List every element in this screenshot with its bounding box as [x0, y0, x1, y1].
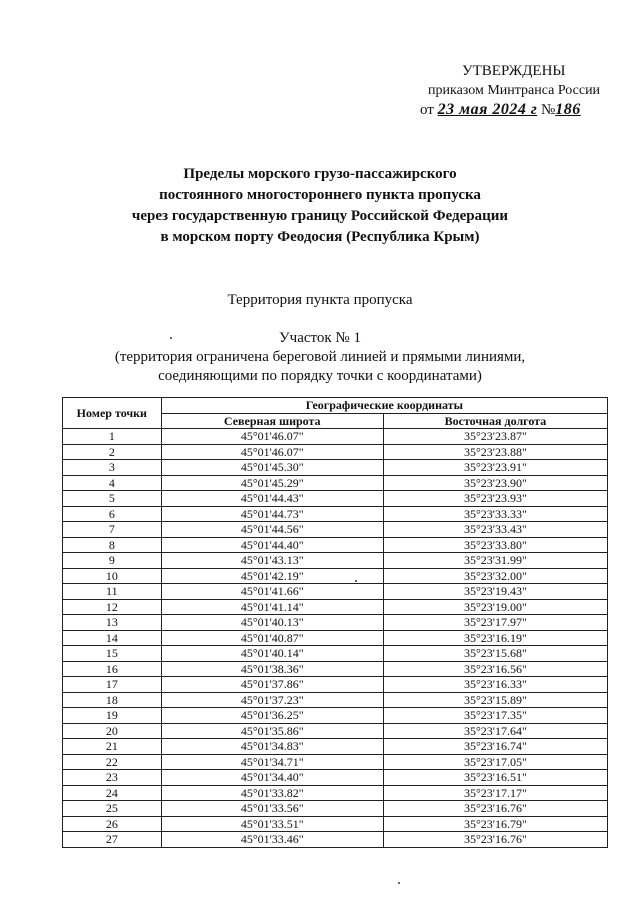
table-row [63, 785, 608, 801]
section-heading: Участок № 1 [279, 330, 361, 346]
table-row [63, 692, 608, 708]
header-north-latitude: Северная широта [161, 413, 383, 429]
table-row [63, 599, 608, 615]
cell-latitude: 45°01'33.82" [161, 785, 383, 801]
cell-latitude: 45°01'41.14" [161, 599, 383, 615]
cell-longitude: 35°23'17.35" [383, 708, 607, 724]
cell-latitude: 45°01'34.40" [161, 770, 383, 786]
cell-point-number: 12 [63, 599, 162, 615]
cell-point-number: 7 [63, 522, 162, 538]
coordinates-table [62, 397, 608, 848]
cell-longitude: 35°23'19.00" [383, 599, 607, 615]
table-row [63, 491, 608, 507]
table-row [63, 475, 608, 491]
cell-point-number: 11 [63, 584, 162, 600]
header-point-number: Номер точки [63, 398, 162, 429]
cell-latitude: 45°01'41.66" [161, 584, 383, 600]
cell-longitude: 35°23'16.33" [383, 677, 607, 693]
cell-latitude: 45°01'36.25" [161, 708, 383, 724]
cell-latitude: 45°01'33.56" [161, 801, 383, 817]
cell-point-number: 1 [63, 429, 162, 445]
cell-longitude: 35°23'31.99" [383, 553, 607, 569]
cell-longitude: 35°23'16.76" [383, 801, 607, 817]
cell-latitude: 45°01'33.51" [161, 816, 383, 832]
cell-longitude: 35°23'33.80" [383, 537, 607, 553]
table-row [63, 630, 608, 646]
scan-speck [170, 337, 172, 339]
cell-longitude: 35°23'17.17" [383, 785, 607, 801]
cell-latitude: 45°01'44.40" [161, 537, 383, 553]
approval-from-prefix: от [420, 102, 434, 118]
cell-point-number: 17 [63, 677, 162, 693]
cell-longitude: 35°23'19.43" [383, 584, 607, 600]
table-row [63, 553, 608, 569]
cell-point-number: 3 [63, 460, 162, 476]
cell-latitude: 45°01'44.56" [161, 522, 383, 538]
cell-latitude: 45°01'37.86" [161, 677, 383, 693]
cell-point-number: 5 [63, 491, 162, 507]
approval-heading: УТВЕРЖДЕНЫ [462, 63, 566, 79]
cell-longitude: 35°23'33.33" [383, 506, 607, 522]
cell-longitude: 35°23'23.90" [383, 475, 607, 491]
table-row [63, 661, 608, 677]
cell-latitude: 45°01'40.14" [161, 646, 383, 662]
cell-longitude: 35°23'23.87" [383, 429, 607, 445]
table-row [63, 537, 608, 553]
cell-point-number: 13 [63, 615, 162, 631]
cell-latitude: 45°01'42.19" [161, 568, 383, 584]
table-row [63, 770, 608, 786]
section-note-line: соединяющими по порядку точки с координатами) [158, 368, 482, 384]
approval-order-line: приказом Минтранса России [428, 83, 601, 98]
scan-speck [398, 882, 400, 884]
cell-latitude: 45°01'37.23" [161, 692, 383, 708]
cell-longitude: 35°23'15.68" [383, 646, 607, 662]
approval-date-line [420, 100, 620, 120]
table-row [63, 754, 608, 770]
cell-longitude: 35°23'16.19" [383, 630, 607, 646]
cell-longitude: 35°23'23.93" [383, 491, 607, 507]
section-note-line: (территория ограничена береговой линией и прямыми линиями, [114, 349, 526, 365]
table-row [63, 506, 608, 522]
cell-longitude: 35°23'23.88" [383, 444, 607, 460]
approval-block [420, 62, 620, 120]
cell-point-number: 27 [63, 832, 162, 848]
cell-latitude: 45°01'33.46" [161, 832, 383, 848]
cell-longitude: 35°23'33.43" [383, 522, 607, 538]
title-line: Пределы морского грузо-пассажирского [183, 166, 457, 182]
document-title [0, 164, 640, 248]
cell-point-number: 24 [63, 785, 162, 801]
cell-point-number: 19 [63, 708, 162, 724]
cell-point-number: 22 [63, 754, 162, 770]
table-row [63, 677, 608, 693]
handwritten-date: 23 мая 2024 г [437, 101, 538, 118]
handwritten-number: 186 [555, 101, 581, 118]
cell-longitude: 35°23'23.91" [383, 460, 607, 476]
table-row [63, 429, 608, 445]
cell-point-number: 25 [63, 801, 162, 817]
cell-point-number: 26 [63, 816, 162, 832]
cell-longitude: 35°23'32.00" [383, 568, 607, 584]
cell-latitude: 45°01'44.43" [161, 491, 383, 507]
title-line: через государственную границу Российской Федерации [131, 208, 509, 224]
table-body [63, 429, 608, 848]
cell-longitude: 35°23'16.51" [383, 770, 607, 786]
table-row [63, 568, 608, 584]
table-row [63, 646, 608, 662]
table-row [63, 816, 608, 832]
cell-latitude: 45°01'44.73" [161, 506, 383, 522]
cell-point-number: 14 [63, 630, 162, 646]
cell-latitude: 45°01'46.07" [161, 444, 383, 460]
header-east-longitude: Восточная долгота [383, 413, 607, 429]
cell-point-number: 16 [63, 661, 162, 677]
cell-point-number: 21 [63, 739, 162, 755]
table-row [63, 708, 608, 724]
title-line: постоянного многостороннего пункта пропуска [159, 187, 481, 203]
cell-longitude: 35°23'15.89" [383, 692, 607, 708]
table-row [63, 584, 608, 600]
cell-point-number: 9 [63, 553, 162, 569]
cell-latitude: 45°01'40.13" [161, 615, 383, 631]
cell-longitude: 35°23'16.79" [383, 816, 607, 832]
approval-number-prefix: № [540, 102, 556, 118]
cell-longitude: 35°23'17.05" [383, 754, 607, 770]
cell-latitude: 45°01'46.07" [161, 429, 383, 445]
cell-longitude: 35°23'17.64" [383, 723, 607, 739]
cell-latitude: 45°01'34.83" [161, 739, 383, 755]
cell-point-number: 20 [63, 723, 162, 739]
cell-point-number: 10 [63, 568, 162, 584]
table-row [63, 801, 608, 817]
title-line: в морском порту Феодосия (Республика Крым) [160, 229, 480, 245]
cell-latitude: 45°01'43.13" [161, 553, 383, 569]
cell-point-number: 23 [63, 770, 162, 786]
section-block [0, 329, 640, 386]
cell-point-number: 8 [63, 537, 162, 553]
table-row [63, 522, 608, 538]
table-row [63, 615, 608, 631]
cell-point-number: 18 [63, 692, 162, 708]
cell-longitude: 35°23'16.56" [383, 661, 607, 677]
cell-latitude: 45°01'38.36" [161, 661, 383, 677]
cell-longitude: 35°23'17.97" [383, 615, 607, 631]
header-geo-coordinates: Географические координаты [161, 398, 607, 414]
cell-point-number: 6 [63, 506, 162, 522]
table-row [63, 460, 608, 476]
table-row [63, 832, 608, 848]
table-row [63, 723, 608, 739]
cell-point-number: 4 [63, 475, 162, 491]
table-row [63, 444, 608, 460]
cell-longitude: 35°23'16.76" [383, 832, 607, 848]
table-row [63, 739, 608, 755]
cell-point-number: 15 [63, 646, 162, 662]
cell-point-number: 2 [63, 444, 162, 460]
cell-latitude: 45°01'45.29" [161, 475, 383, 491]
scan-speck [355, 580, 357, 582]
cell-latitude: 45°01'34.71" [161, 754, 383, 770]
cell-latitude: 45°01'45.30" [161, 460, 383, 476]
cell-latitude: 45°01'40.87" [161, 630, 383, 646]
document-subtitle: Территория пункта пропуска [227, 292, 413, 308]
cell-longitude: 35°23'16.74" [383, 739, 607, 755]
cell-latitude: 45°01'35.86" [161, 723, 383, 739]
